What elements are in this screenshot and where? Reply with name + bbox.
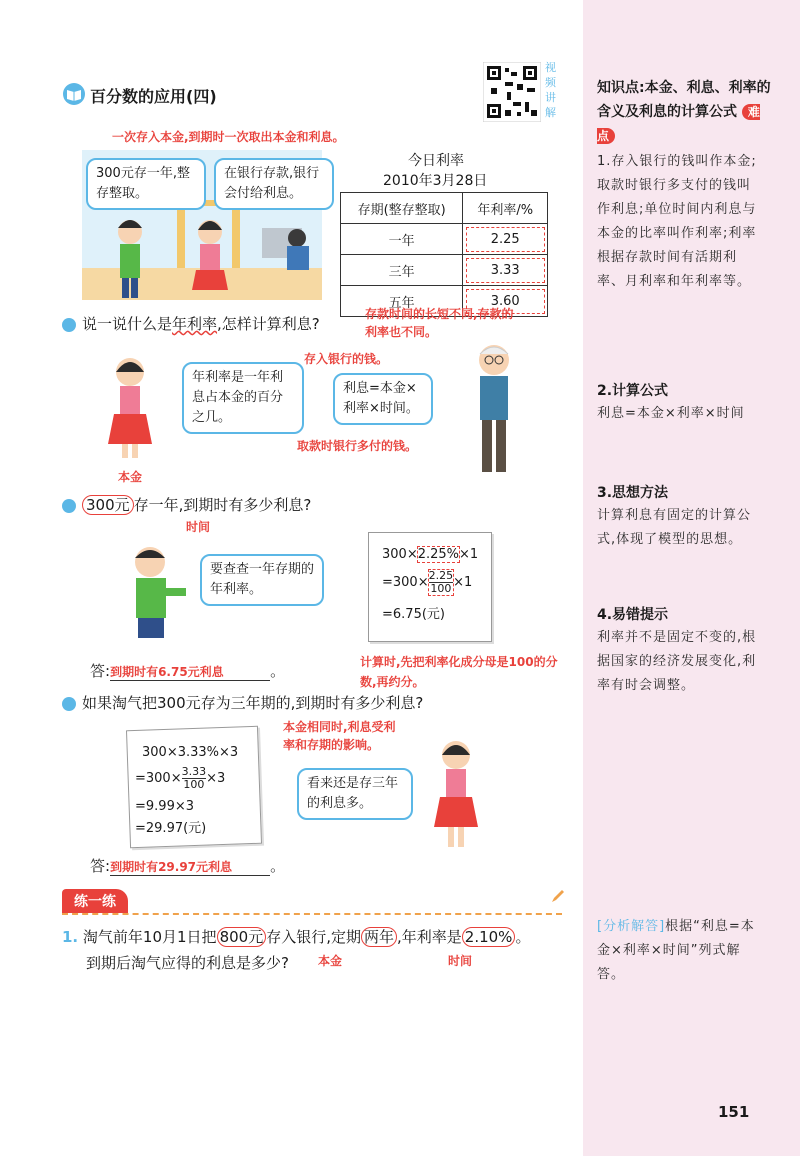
girl-speech-bubble: 在银行存款,银行会付给利息。 bbox=[214, 158, 334, 210]
qr-code[interactable] bbox=[483, 62, 541, 122]
principal-note: 存入银行的钱。 bbox=[304, 352, 389, 366]
boy-speech-bubble: 300元存一年,整存整取。 bbox=[86, 158, 206, 210]
answer-1: 答:到期时有6.75元利息 。 bbox=[90, 662, 286, 680]
practice-question-line2: 到期后淘气应得的利息是多少? bbox=[86, 954, 289, 972]
calc-line-3: =9.99×3 bbox=[135, 799, 195, 814]
table-cell: 2.25 bbox=[463, 224, 548, 255]
influence-note: 本金相同时,利息受利率和存期的影响。 bbox=[283, 720, 396, 752]
book-icon bbox=[62, 83, 86, 105]
time-label: 时间 bbox=[186, 520, 211, 534]
table-cell: 三年 bbox=[341, 255, 463, 286]
method-heading: 3.思想方法 bbox=[597, 485, 669, 501]
page-title: 百分数的应用(四) bbox=[90, 87, 217, 106]
table-cell: 3.33 bbox=[463, 255, 548, 286]
girl-illustration bbox=[100, 352, 160, 462]
question-2: 300元 存一年,到期时有多少利息? bbox=[62, 494, 311, 515]
calc-line-2: =300× $\frac{3.33}{100}$ ×3 bbox=[135, 765, 226, 791]
bullet-icon bbox=[62, 499, 76, 513]
girl-speech-bubble: 看来还是存三年的利息多。 bbox=[297, 768, 413, 820]
formula-text: 利息=本金×利率×时间 bbox=[597, 406, 745, 421]
table-cell: 一年 bbox=[341, 224, 463, 255]
pencil-icon bbox=[550, 888, 566, 904]
girl-illustration bbox=[420, 735, 490, 855]
boy-speech-bubble: 要查查一年存期的年利率。 bbox=[200, 554, 324, 606]
old-man-illustration bbox=[458, 340, 528, 480]
mistake-heading: 4.易错提示 bbox=[597, 607, 669, 623]
rate-table-date: 2010年3月28日 bbox=[383, 173, 488, 189]
rate-table bbox=[340, 192, 548, 317]
table-header: 存期(整存整取) bbox=[341, 193, 463, 224]
bullet-icon bbox=[62, 318, 76, 332]
formula-heading: 2.计算公式 bbox=[597, 383, 669, 399]
rate-table-title: 今日利率 bbox=[408, 153, 464, 169]
boy-illustration bbox=[120, 540, 190, 640]
deposit-note: 一次存入本金,到期时一次取出本金和利息。 bbox=[112, 130, 345, 144]
knowledge-point-title: 知识点:本金、利息、利率的含义及利息的计算公式 难点 bbox=[597, 80, 771, 143]
calc-line-3: =6.75(元) bbox=[382, 607, 445, 622]
girl-speech-bubble: 年利率是一年利息占本金的百分之几。 bbox=[182, 362, 304, 434]
table-cell: 3.60 bbox=[463, 286, 548, 317]
knowledge-point-1: 1.存入银行的钱叫作本金;取款时银行多支付的钱叫作利息;单位时间内利息与本金的比率叫作利率;利率根据存款时间有活期利率、月利率和年利率等。 bbox=[597, 154, 757, 289]
analysis-text: [分析解答]根据“利息=本金×利率×时间”列式解答。 bbox=[597, 919, 755, 982]
question-3: 如果淘气把300元存为三年期的,到期时有多少利息? bbox=[62, 692, 423, 713]
interest-note: 取款时银行多付的钱。 bbox=[297, 439, 418, 453]
principal-label: 本金 bbox=[318, 954, 343, 968]
calc-line-1: 300×3.33%×3 bbox=[142, 745, 239, 760]
table-header: 年利率/% bbox=[463, 193, 548, 224]
man-speech-bubble: 利息=本金×利率×时间。 bbox=[333, 373, 433, 425]
principal-label: 本金 bbox=[118, 470, 143, 484]
rate-note: 存款时间的长短不同,存款的利率也不同。 bbox=[365, 307, 514, 339]
time-label: 时间 bbox=[448, 954, 473, 968]
practice-question-1: 1. 淘气前年10月1日把 800元 存入银行,定期 两年 ,年利率是 2.10% 。 bbox=[62, 928, 531, 946]
calc-note: 计算时,先把利率化成分母是100的分数,再约分。 bbox=[360, 655, 558, 689]
table-cell: 五年 bbox=[341, 286, 463, 317]
calc-line-4: =29.97(元) bbox=[135, 821, 207, 836]
page-number: 151 bbox=[718, 1103, 750, 1121]
method-text: 计算利息有固定的计算公式,体现了模型的思想。 bbox=[597, 508, 752, 547]
practice-banner bbox=[62, 889, 562, 915]
calc-line-2: =300× $\frac{2.25}{100}$ ×1 bbox=[382, 569, 473, 595]
bullet-icon bbox=[62, 697, 76, 711]
difficulty-tag: 难点 bbox=[597, 105, 760, 143]
qr-label: 视频讲解 bbox=[545, 61, 556, 119]
answer-2: 答:到期时有29.97元利息 。 bbox=[90, 857, 286, 875]
question-1: 说一说什么是年利率,怎样计算利息? bbox=[62, 313, 320, 334]
practice-label: 练一练 bbox=[62, 889, 128, 913]
mistake-text: 利率并不是固定不变的,根据国家的经济发展变化,利率有时会调整。 bbox=[597, 630, 757, 693]
calc-line-1: 300×2.25%×1 bbox=[382, 547, 479, 562]
